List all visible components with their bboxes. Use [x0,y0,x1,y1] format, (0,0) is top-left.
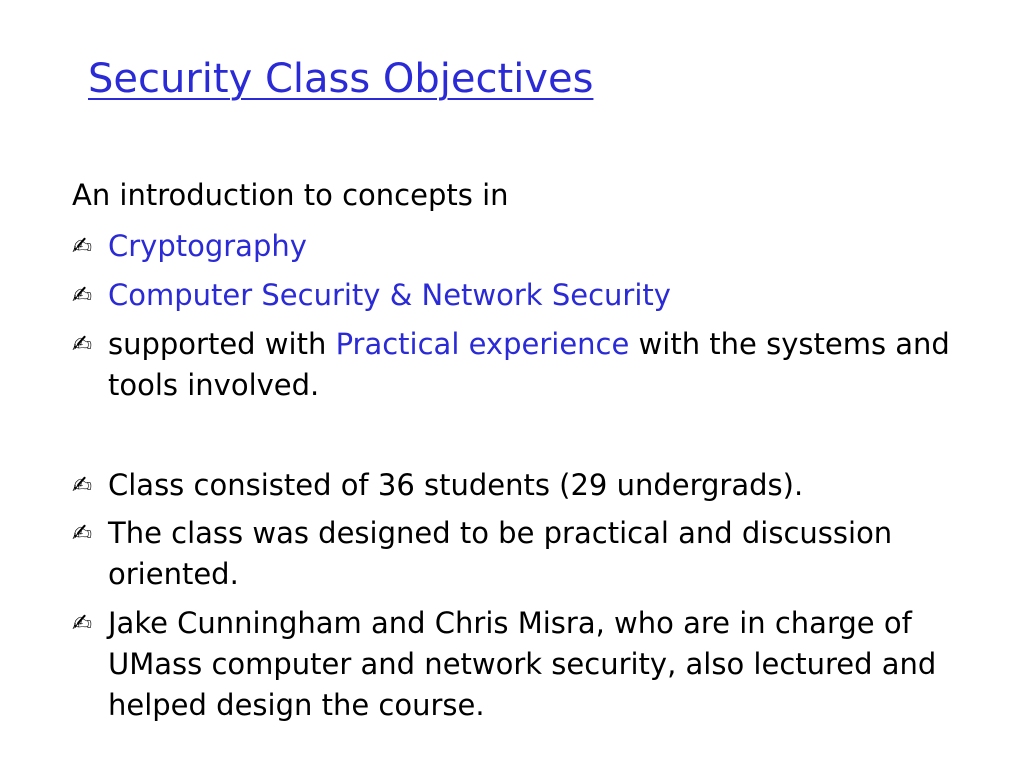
writing-hand-icon: ✍ [72,471,93,499]
writing-hand-icon: ✍ [72,281,93,309]
writing-hand-icon: ✍ [72,609,93,637]
bullet-item [72,513,972,595]
writing-hand-icon: ✍ [72,519,93,547]
bullet-item [72,275,972,316]
bullet-highlight: Practical experience [335,327,630,361]
bullet-item [72,226,972,267]
slide-title: Security Class Objectives [88,56,594,102]
bullet-item [72,603,972,726]
bullet-text: The class was designed to be practical and discussion oriented. [108,516,893,591]
writing-hand-icon: ✍ [72,232,93,260]
writing-hand-icon: ✍ [72,330,93,358]
bullet-text-after: with the systems and tools involved. [108,327,950,402]
bullet-text: Cryptography [108,229,307,263]
bullet-item [72,324,972,406]
bullet-text: Class consisted of 36 students (29 undergrads). [108,468,804,502]
bullet-text: Computer Security & Network Security [108,278,671,312]
bullet-text-before: supported with [108,327,336,361]
intro-text: An introduction to concepts in [72,178,509,212]
bullet-item [72,465,972,506]
bullet-text [108,324,972,406]
bullet-text: Jake Cunningham and Chris Misra, who are in charge of UMass computer and network security, also lectured and helped design the course. [108,606,937,722]
